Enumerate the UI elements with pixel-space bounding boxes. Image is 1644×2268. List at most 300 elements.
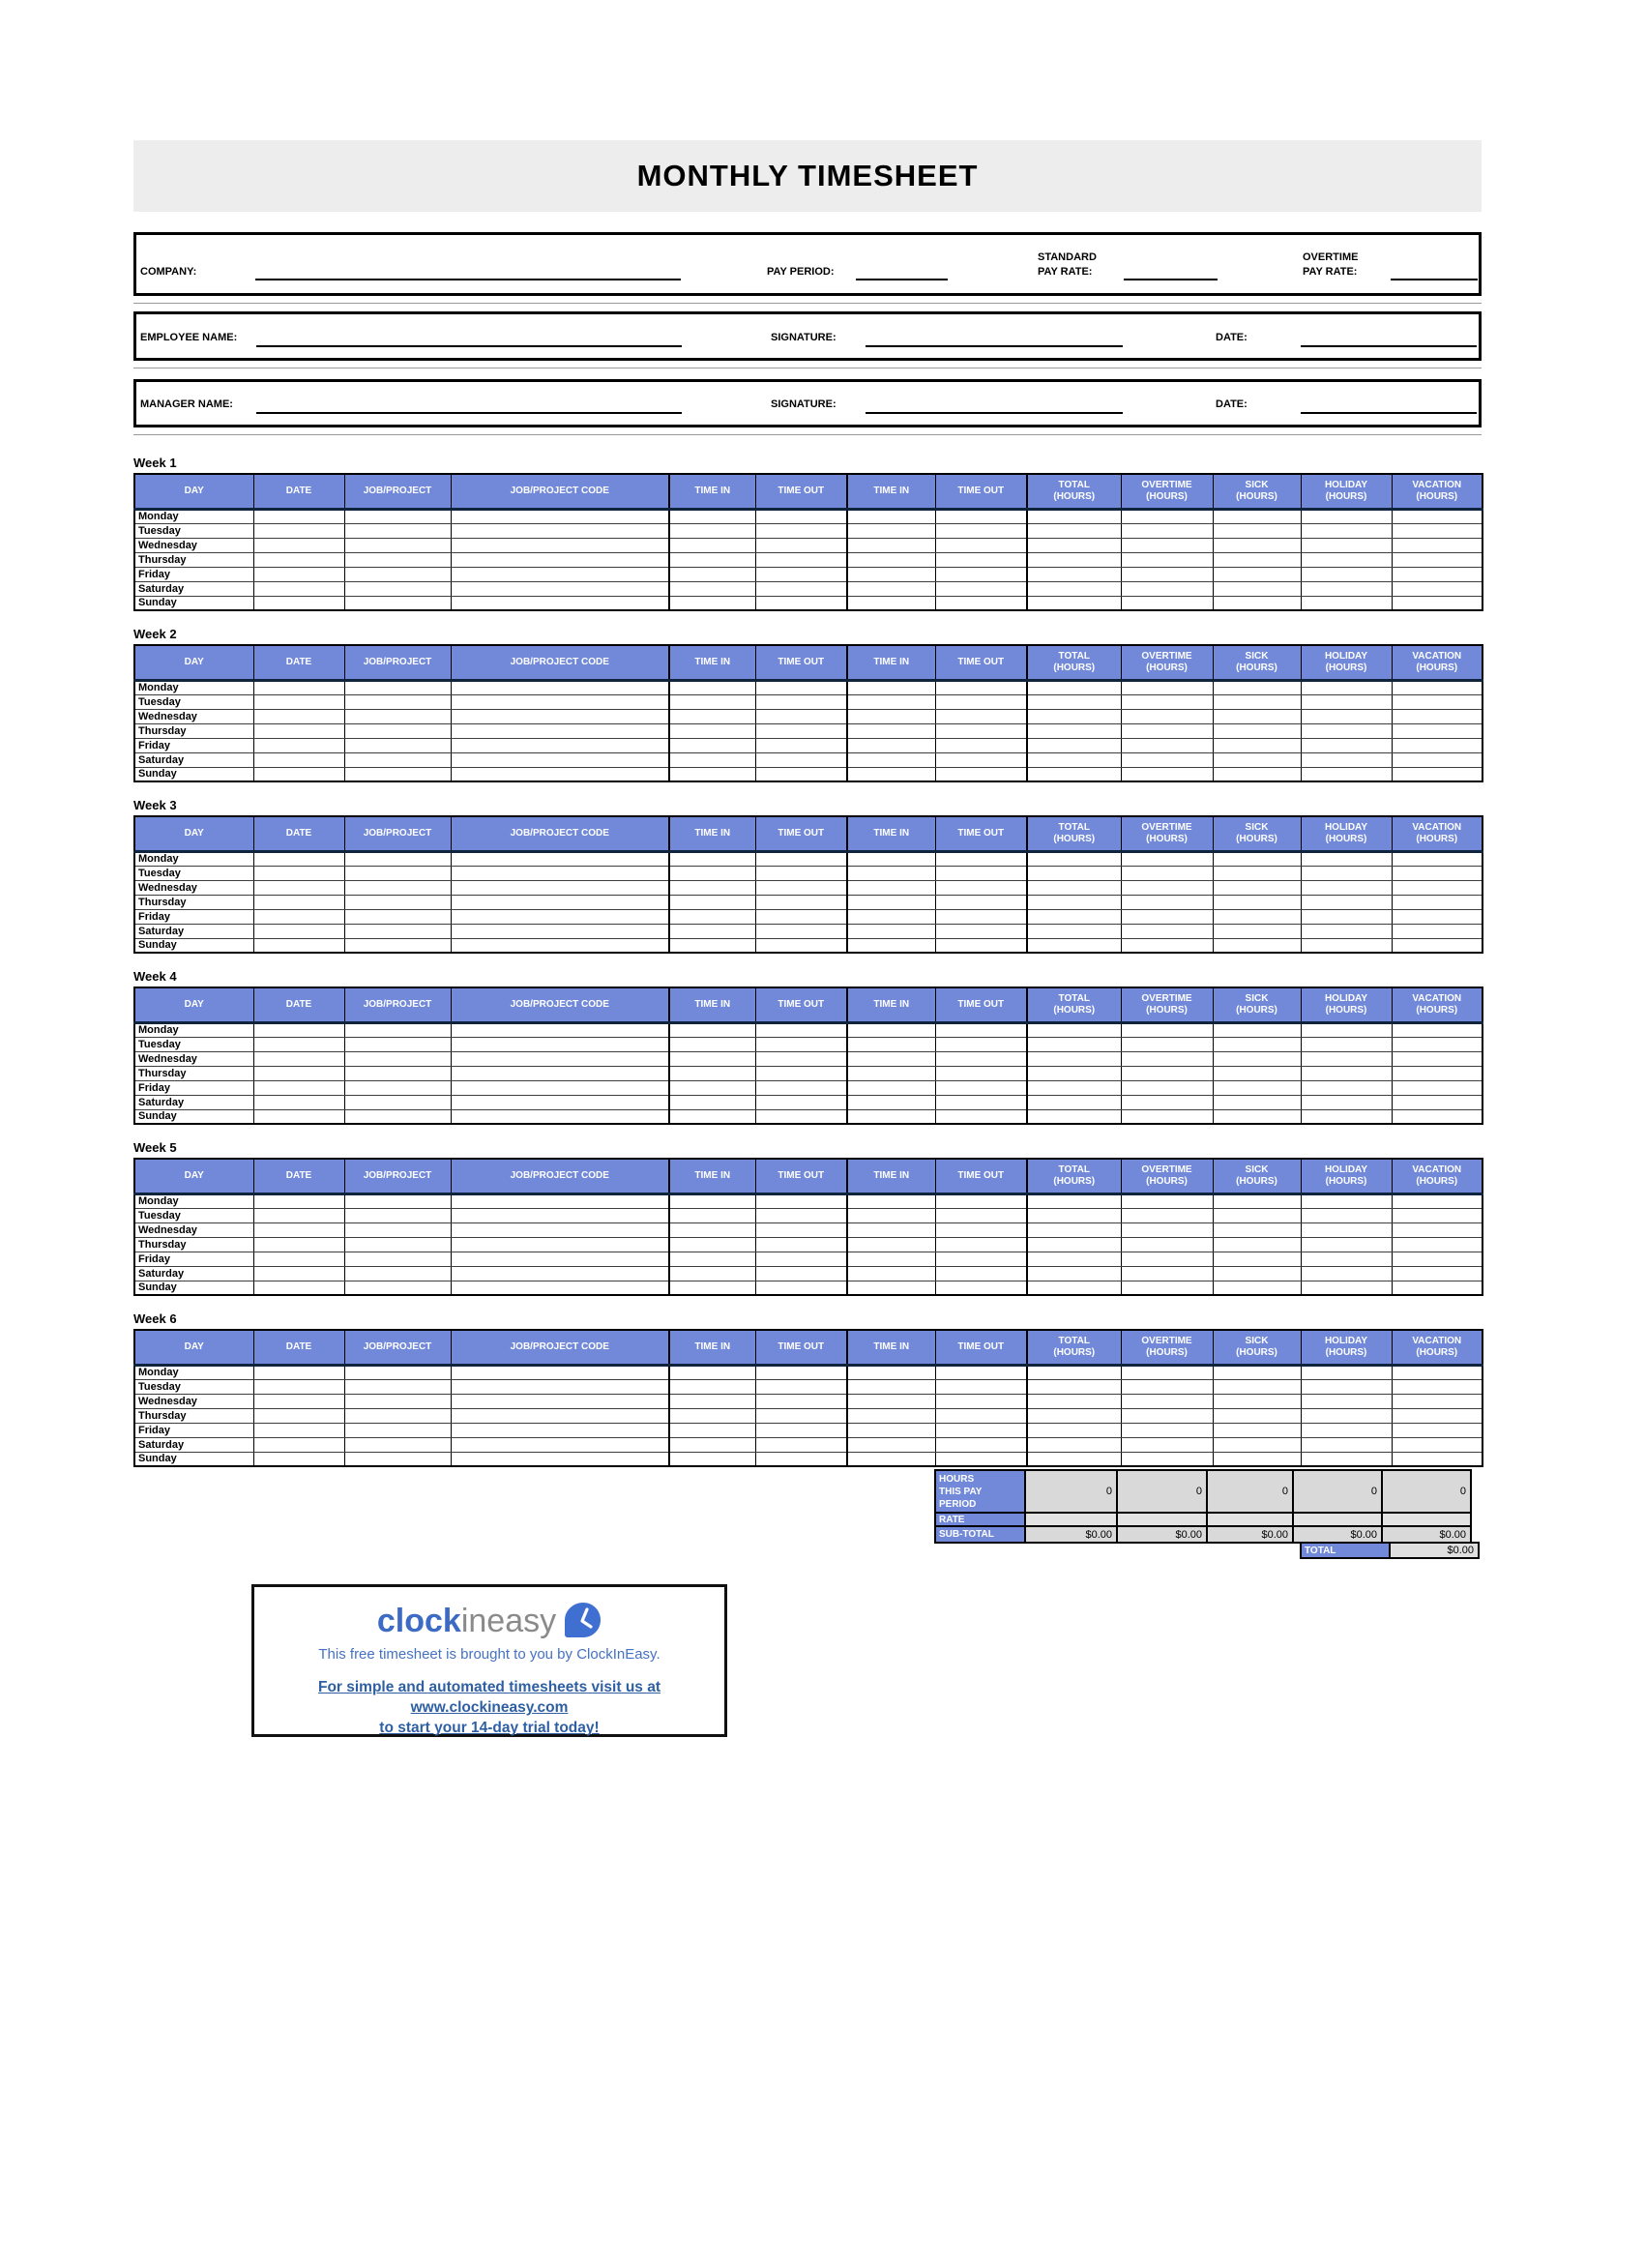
timesheet-cell[interactable] [1121,1193,1213,1208]
timesheet-cell[interactable] [344,567,451,581]
timesheet-cell[interactable] [344,924,451,938]
timesheet-cell[interactable] [755,909,847,924]
timesheet-cell[interactable] [1121,909,1213,924]
timesheet-cell[interactable] [344,851,451,866]
timesheet-cell[interactable] [451,1408,669,1423]
timesheet-cell[interactable] [669,1022,755,1037]
timesheet-cell[interactable] [1392,924,1483,938]
timesheet-cell[interactable] [253,1095,344,1109]
timesheet-cell[interactable] [935,1237,1027,1252]
timesheet-cell[interactable] [1121,938,1213,953]
timesheet-cell[interactable] [344,1266,451,1281]
timesheet-cell[interactable] [669,1051,755,1066]
timesheet-cell[interactable] [755,1408,847,1423]
timesheet-cell[interactable] [1392,723,1483,738]
timesheet-cell[interactable] [1213,694,1301,709]
timesheet-cell[interactable] [451,1394,669,1408]
timesheet-cell[interactable] [451,1252,669,1266]
timesheet-cell[interactable] [451,1051,669,1066]
timesheet-cell[interactable] [451,1365,669,1379]
timesheet-cell[interactable] [451,1080,669,1095]
timesheet-cell[interactable] [1392,738,1483,752]
timesheet-cell[interactable] [755,581,847,596]
timesheet-cell[interactable] [1301,1408,1392,1423]
timesheet-cell[interactable] [755,694,847,709]
timesheet-cell[interactable] [344,1394,451,1408]
timesheet-cell[interactable] [451,1437,669,1452]
timesheet-cell[interactable] [253,538,344,552]
timesheet-cell[interactable] [1121,1208,1213,1222]
timesheet-cell[interactable] [847,924,935,938]
timesheet-cell[interactable] [1392,1109,1483,1124]
timesheet-cell[interactable] [1301,1193,1392,1208]
timesheet-cell[interactable] [755,538,847,552]
timesheet-cell[interactable] [935,1109,1027,1124]
timesheet-cell[interactable] [1213,1095,1301,1109]
timesheet-cell[interactable] [1213,1237,1301,1252]
timesheet-cell[interactable] [935,1022,1027,1037]
timesheet-cell[interactable] [1027,1365,1121,1379]
timesheet-cell[interactable] [344,1437,451,1452]
timesheet-cell[interactable] [935,1222,1027,1237]
timesheet-cell[interactable] [755,924,847,938]
timesheet-cell[interactable] [1027,938,1121,953]
timesheet-cell[interactable] [1213,1022,1301,1037]
timesheet-cell[interactable] [1301,1281,1392,1295]
timesheet-cell[interactable] [847,1208,935,1222]
timesheet-cell[interactable] [1121,1237,1213,1252]
timesheet-cell[interactable] [935,880,1027,895]
timesheet-cell[interactable] [755,1394,847,1408]
timesheet-cell[interactable] [935,1379,1027,1394]
timesheet-cell[interactable] [1027,1109,1121,1124]
timesheet-cell[interactable] [847,909,935,924]
timesheet-cell[interactable] [1121,1379,1213,1394]
timesheet-cell[interactable] [1027,1080,1121,1095]
timesheet-cell[interactable] [344,1208,451,1222]
timesheet-cell[interactable] [847,1022,935,1037]
timesheet-cell[interactable] [1027,1452,1121,1466]
timesheet-cell[interactable] [847,895,935,909]
timesheet-cell[interactable] [253,1394,344,1408]
timesheet-cell[interactable] [935,581,1027,596]
timesheet-cell[interactable] [755,1066,847,1080]
timesheet-cell[interactable] [253,709,344,723]
timesheet-cell[interactable] [669,880,755,895]
timesheet-cell[interactable] [1027,509,1121,523]
timesheet-cell[interactable] [847,1237,935,1252]
timesheet-cell[interactable] [344,1109,451,1124]
timesheet-cell[interactable] [1027,694,1121,709]
timesheet-cell[interactable] [847,938,935,953]
standard-pay-rate-input[interactable] [1124,279,1218,280]
timesheet-cell[interactable] [669,1394,755,1408]
timesheet-cell[interactable] [451,1193,669,1208]
timesheet-cell[interactable] [755,1051,847,1066]
timesheet-cell[interactable] [847,767,935,781]
timesheet-cell[interactable] [1121,552,1213,567]
timesheet-cell[interactable] [755,1109,847,1124]
timesheet-cell[interactable] [755,738,847,752]
timesheet-cell[interactable] [847,581,935,596]
timesheet-cell[interactable] [1213,1266,1301,1281]
timesheet-cell[interactable] [451,1109,669,1124]
timesheet-cell[interactable] [1121,1423,1213,1437]
timesheet-cell[interactable] [755,851,847,866]
timesheet-cell[interactable] [1392,1266,1483,1281]
timesheet-cell[interactable] [1392,1037,1483,1051]
timesheet-cell[interactable] [344,1408,451,1423]
timesheet-cell[interactable] [1213,1437,1301,1452]
timesheet-cell[interactable] [451,738,669,752]
timesheet-cell[interactable] [344,1237,451,1252]
timesheet-cell[interactable] [1027,567,1121,581]
timesheet-cell[interactable] [1213,567,1301,581]
timesheet-cell[interactable] [1027,1281,1121,1295]
timesheet-cell[interactable] [1213,709,1301,723]
timesheet-cell[interactable] [1301,924,1392,938]
timesheet-cell[interactable] [1121,1080,1213,1095]
timesheet-cell[interactable] [847,1252,935,1266]
timesheet-cell[interactable] [253,1379,344,1394]
timesheet-cell[interactable] [1301,767,1392,781]
timesheet-cell[interactable] [253,924,344,938]
timesheet-cell[interactable] [1301,1222,1392,1237]
timesheet-cell[interactable] [1301,538,1392,552]
timesheet-cell[interactable] [669,752,755,767]
timesheet-cell[interactable] [1027,1408,1121,1423]
timesheet-cell[interactable] [451,567,669,581]
timesheet-cell[interactable] [669,567,755,581]
timesheet-cell[interactable] [451,523,669,538]
timesheet-cell[interactable] [935,723,1027,738]
timesheet-cell[interactable] [669,581,755,596]
timesheet-cell[interactable] [1213,895,1301,909]
timesheet-cell[interactable] [755,1266,847,1281]
timesheet-cell[interactable] [935,1281,1027,1295]
timesheet-cell[interactable] [344,1379,451,1394]
timesheet-cell[interactable] [669,1452,755,1466]
timesheet-cell[interactable] [669,1208,755,1222]
timesheet-cell[interactable] [1213,752,1301,767]
timesheet-cell[interactable] [847,738,935,752]
timesheet-cell[interactable] [847,1379,935,1394]
timesheet-cell[interactable] [1392,1423,1483,1437]
timesheet-cell[interactable] [1392,1452,1483,1466]
timesheet-cell[interactable] [1301,1109,1392,1124]
timesheet-cell[interactable] [1213,909,1301,924]
timesheet-cell[interactable] [344,680,451,694]
timesheet-cell[interactable] [1027,1095,1121,1109]
timesheet-cell[interactable] [847,851,935,866]
timesheet-cell[interactable] [1121,1066,1213,1080]
timesheet-cell[interactable] [253,851,344,866]
timesheet-cell[interactable] [755,1452,847,1466]
timesheet-cell[interactable] [253,880,344,895]
timesheet-cell[interactable] [1213,1080,1301,1095]
timesheet-cell[interactable] [1121,1394,1213,1408]
timesheet-cell[interactable] [253,1365,344,1379]
timesheet-cell[interactable] [755,723,847,738]
timesheet-cell[interactable] [1301,938,1392,953]
timesheet-cell[interactable] [755,709,847,723]
timesheet-cell[interactable] [1392,880,1483,895]
timesheet-cell[interactable] [1027,752,1121,767]
timesheet-cell[interactable] [669,1109,755,1124]
timesheet-cell[interactable] [669,1365,755,1379]
timesheet-cell[interactable] [1213,552,1301,567]
timesheet-cell[interactable] [935,1208,1027,1222]
timesheet-cell[interactable] [1392,1080,1483,1095]
timesheet-cell[interactable] [847,596,935,610]
timesheet-cell[interactable] [344,1222,451,1237]
timesheet-cell[interactable] [755,752,847,767]
timesheet-cell[interactable] [1027,851,1121,866]
timesheet-cell[interactable] [344,738,451,752]
timesheet-cell[interactable] [253,938,344,953]
timesheet-cell[interactable] [1301,1066,1392,1080]
timesheet-cell[interactable] [451,596,669,610]
timesheet-cell[interactable] [344,523,451,538]
timesheet-cell[interactable] [1027,538,1121,552]
timesheet-cell[interactable] [935,752,1027,767]
timesheet-cell[interactable] [669,1266,755,1281]
timesheet-cell[interactable] [1392,581,1483,596]
timesheet-cell[interactable] [344,1022,451,1037]
timesheet-cell[interactable] [935,552,1027,567]
timesheet-cell[interactable] [1301,1394,1392,1408]
timesheet-cell[interactable] [1392,909,1483,924]
timesheet-cell[interactable] [755,1379,847,1394]
timesheet-cell[interactable] [1121,924,1213,938]
timesheet-cell[interactable] [451,880,669,895]
timesheet-cell[interactable] [755,1095,847,1109]
timesheet-cell[interactable] [344,694,451,709]
timesheet-cell[interactable] [669,909,755,924]
timesheet-cell[interactable] [1301,709,1392,723]
timesheet-cell[interactable] [935,694,1027,709]
timesheet-cell[interactable] [253,1080,344,1095]
timesheet-cell[interactable] [669,924,755,938]
timesheet-cell[interactable] [935,680,1027,694]
timesheet-cell[interactable] [1027,1208,1121,1222]
timesheet-cell[interactable] [1301,680,1392,694]
timesheet-cell[interactable] [1392,1066,1483,1080]
timesheet-cell[interactable] [847,1394,935,1408]
timesheet-cell[interactable] [669,1066,755,1080]
timesheet-cell[interactable] [253,1452,344,1466]
timesheet-cell[interactable] [1213,509,1301,523]
timesheet-cell[interactable] [253,1222,344,1237]
timesheet-cell[interactable] [1213,880,1301,895]
timesheet-cell[interactable] [755,767,847,781]
timesheet-cell[interactable] [451,1452,669,1466]
timesheet-cell[interactable] [935,738,1027,752]
timesheet-cell[interactable] [1027,1437,1121,1452]
timesheet-cell[interactable] [847,709,935,723]
timesheet-cell[interactable] [1121,767,1213,781]
timesheet-cell[interactable] [451,752,669,767]
manager-date-input[interactable] [1301,412,1477,414]
timesheet-cell[interactable] [1121,1408,1213,1423]
timesheet-cell[interactable] [935,866,1027,880]
timesheet-cell[interactable] [344,723,451,738]
timesheet-cell[interactable] [1392,523,1483,538]
timesheet-cell[interactable] [935,1252,1027,1266]
timesheet-cell[interactable] [1392,1379,1483,1394]
timesheet-cell[interactable] [1121,723,1213,738]
timesheet-cell[interactable] [755,596,847,610]
timesheet-cell[interactable] [669,1252,755,1266]
timesheet-cell[interactable] [1301,909,1392,924]
timesheet-cell[interactable] [1121,1452,1213,1466]
timesheet-cell[interactable] [1027,523,1121,538]
timesheet-cell[interactable] [1121,1266,1213,1281]
timesheet-cell[interactable] [1121,1252,1213,1266]
timesheet-cell[interactable] [847,1109,935,1124]
timesheet-cell[interactable] [1121,851,1213,866]
timesheet-cell[interactable] [1213,1066,1301,1080]
timesheet-cell[interactable] [847,1452,935,1466]
timesheet-cell[interactable] [1121,1051,1213,1066]
timesheet-cell[interactable] [1027,552,1121,567]
timesheet-cell[interactable] [755,523,847,538]
timesheet-cell[interactable] [1392,1281,1483,1295]
timesheet-cell[interactable] [253,767,344,781]
timesheet-cell[interactable] [1027,1266,1121,1281]
timesheet-cell[interactable] [344,1051,451,1066]
timesheet-cell[interactable] [669,509,755,523]
timesheet-cell[interactable] [1027,709,1121,723]
timesheet-cell[interactable] [755,567,847,581]
timesheet-cell[interactable] [253,581,344,596]
timesheet-cell[interactable] [253,1423,344,1437]
timesheet-cell[interactable] [1027,1051,1121,1066]
timesheet-cell[interactable] [847,694,935,709]
timesheet-cell[interactable] [253,1051,344,1066]
timesheet-cell[interactable] [451,1222,669,1237]
timesheet-cell[interactable] [1392,767,1483,781]
timesheet-cell[interactable] [847,1423,935,1437]
timesheet-cell[interactable] [1213,1037,1301,1051]
timesheet-cell[interactable] [1121,523,1213,538]
timesheet-cell[interactable] [1392,538,1483,552]
timesheet-cell[interactable] [344,767,451,781]
timesheet-cell[interactable] [1301,581,1392,596]
timesheet-cell[interactable] [755,1437,847,1452]
timesheet-cell[interactable] [847,880,935,895]
timesheet-cell[interactable] [847,1066,935,1080]
timesheet-cell[interactable] [669,1281,755,1295]
manager-name-input[interactable] [256,412,682,414]
timesheet-cell[interactable] [847,538,935,552]
timesheet-cell[interactable] [1121,596,1213,610]
timesheet-cell[interactable] [1027,1193,1121,1208]
timesheet-cell[interactable] [253,866,344,880]
timesheet-cell[interactable] [1301,552,1392,567]
timesheet-cell[interactable] [1213,1365,1301,1379]
timesheet-cell[interactable] [669,1095,755,1109]
timesheet-cell[interactable] [1392,1051,1483,1066]
timesheet-cell[interactable] [1301,1237,1392,1252]
timesheet-cell[interactable] [1121,709,1213,723]
timesheet-cell[interactable] [253,1266,344,1281]
timesheet-cell[interactable] [253,680,344,694]
timesheet-cell[interactable] [344,880,451,895]
overtime-pay-rate-input[interactable] [1391,279,1478,280]
timesheet-cell[interactable] [1301,895,1392,909]
timesheet-cell[interactable] [253,552,344,567]
timesheet-cell[interactable] [755,1037,847,1051]
timesheet-cell[interactable] [1213,1222,1301,1237]
timesheet-cell[interactable] [935,924,1027,938]
timesheet-cell[interactable] [847,1193,935,1208]
timesheet-cell[interactable] [451,1266,669,1281]
timesheet-cell[interactable] [344,552,451,567]
timesheet-cell[interactable] [1392,895,1483,909]
timesheet-cell[interactable] [847,523,935,538]
timesheet-cell[interactable] [451,1423,669,1437]
timesheet-cell[interactable] [1392,866,1483,880]
timesheet-cell[interactable] [669,1437,755,1452]
timesheet-cell[interactable] [1121,509,1213,523]
timesheet-cell[interactable] [755,1365,847,1379]
timesheet-cell[interactable] [755,1423,847,1437]
timesheet-cell[interactable] [847,1080,935,1095]
timesheet-cell[interactable] [1027,680,1121,694]
timesheet-cell[interactable] [344,1193,451,1208]
timesheet-cell[interactable] [1027,924,1121,938]
timesheet-cell[interactable] [1121,680,1213,694]
timesheet-cell[interactable] [253,1208,344,1222]
timesheet-cell[interactable] [253,523,344,538]
timesheet-cell[interactable] [1392,1222,1483,1237]
timesheet-cell[interactable] [1392,1095,1483,1109]
timesheet-cell[interactable] [1392,509,1483,523]
timesheet-cell[interactable] [253,1037,344,1051]
timesheet-cell[interactable] [755,1022,847,1037]
timesheet-cell[interactable] [253,694,344,709]
timesheet-cell[interactable] [344,1066,451,1080]
timesheet-cell[interactable] [1392,1394,1483,1408]
timesheet-cell[interactable] [1301,1208,1392,1222]
timesheet-cell[interactable] [1121,1022,1213,1037]
timesheet-cell[interactable] [1213,723,1301,738]
company-input[interactable] [255,279,681,280]
timesheet-cell[interactable] [935,1437,1027,1452]
timesheet-cell[interactable] [1301,866,1392,880]
timesheet-cell[interactable] [935,1408,1027,1423]
timesheet-cell[interactable] [669,1237,755,1252]
timesheet-cell[interactable] [344,581,451,596]
timesheet-cell[interactable] [1027,596,1121,610]
timesheet-cell[interactable] [1121,866,1213,880]
timesheet-cell[interactable] [253,1437,344,1452]
timesheet-cell[interactable] [755,1281,847,1295]
timesheet-cell[interactable] [847,1037,935,1051]
timesheet-cell[interactable] [1213,1379,1301,1394]
timesheet-cell[interactable] [1213,1051,1301,1066]
timesheet-cell[interactable] [755,938,847,953]
timesheet-cell[interactable] [1027,1252,1121,1266]
timesheet-cell[interactable] [1213,581,1301,596]
timesheet-cell[interactable] [755,1080,847,1095]
timesheet-cell[interactable] [1027,1423,1121,1437]
timesheet-cell[interactable] [755,552,847,567]
timesheet-cell[interactable] [1301,1095,1392,1109]
timesheet-cell[interactable] [253,567,344,581]
employee-date-input[interactable] [1301,345,1477,347]
